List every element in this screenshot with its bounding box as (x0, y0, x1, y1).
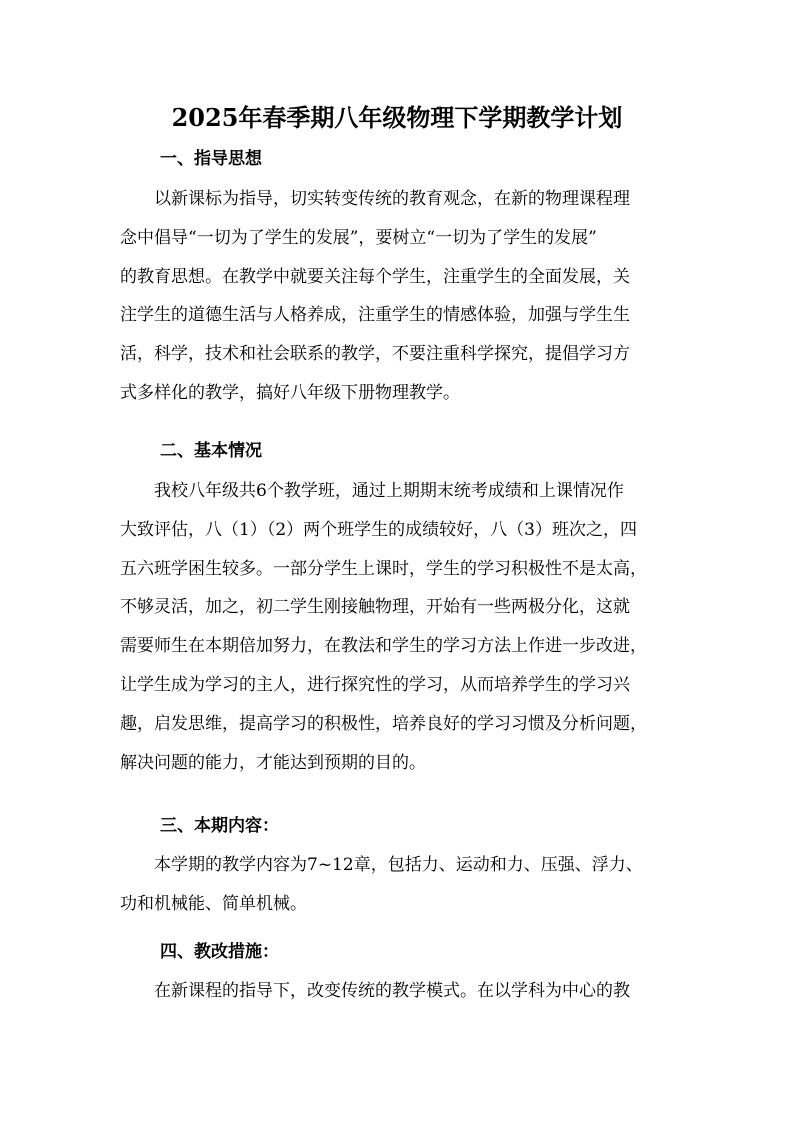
paragraph-line: 需要师生在本期倍加努力，在教法和学生的学习方法上作进一步改进， (120, 636, 647, 657)
section-heading-term-content: 三、本期内容： (160, 816, 279, 836)
paragraph-line: 注学生的道德生活与人格养成，注重学生的情感体验，加强与学生生 (120, 305, 630, 326)
section-body-guiding-ideology (120, 180, 678, 413)
paragraph-line: 在新课程的指导下，改变传统的教学模式。在以学科为中心的教 (154, 981, 630, 1001)
section-body-term-content (120, 846, 678, 924)
paragraph-line: 本学期的教学内容为7~12章，包括力、运动和力、压强、浮力、 (154, 855, 643, 875)
paragraph-line: 念中倡导“一切为了学生的发展”，要树立“一切为了学生的发展” (120, 227, 597, 248)
paragraph-line: 的教育思想。在教学中就要关注每个学生，注重学生的全面发展，关 (120, 266, 630, 287)
paragraph-line: 大致评估，八（1）（2）两个班学生的成绩较好，八（3）班次之，四 (120, 519, 637, 540)
paragraph-line: 让学生成为学习的主人，进行探究性的学习，从而培养学生的学习兴 (120, 674, 630, 695)
paragraph-line: 我校八年级共6个教学班，通过上期期末统考成绩和上课情况作 (154, 481, 624, 501)
paragraph-line: 功和机械能、简单机械。 (120, 893, 307, 914)
paragraph-line: 解决问题的能力，才能达到预期的目的。 (120, 752, 426, 773)
paragraph-line: 五六班学困生较多。一部分学生上课时，学生的学习积极性不是太高， (120, 558, 647, 579)
section-heading-basic-situation: 二、基本情况 (160, 441, 262, 461)
section-heading-guiding-ideology: 一、指导思想 (160, 149, 262, 169)
section-body-basic-situation (120, 472, 678, 782)
paragraph-line: 趣，启发思维，提高学习的积极性，培养良好的学习习惯及分析问题， (120, 713, 647, 734)
section-heading-reform-measures: 四、教改措施： (160, 942, 279, 962)
document-title: 2025年春季期八年级物理下学期教学计划 (171, 103, 623, 132)
paragraph-line: 式多样化的教学，搞好八年级下册物理教学。 (120, 382, 460, 403)
paragraph-line: 活，科学，技术和社会联系的教学，不要注重科学探究，提倡学习方 (120, 344, 630, 365)
section-body-reform-measures (120, 972, 678, 1011)
paragraph-line: 不够灵活，加之，初二学生刚接触物理，开始有一些两极分化，这就 (120, 597, 630, 618)
paragraph-line: 以新课标为指导，切实转变传统的教育观念，在新的物理课程理 (154, 189, 630, 209)
